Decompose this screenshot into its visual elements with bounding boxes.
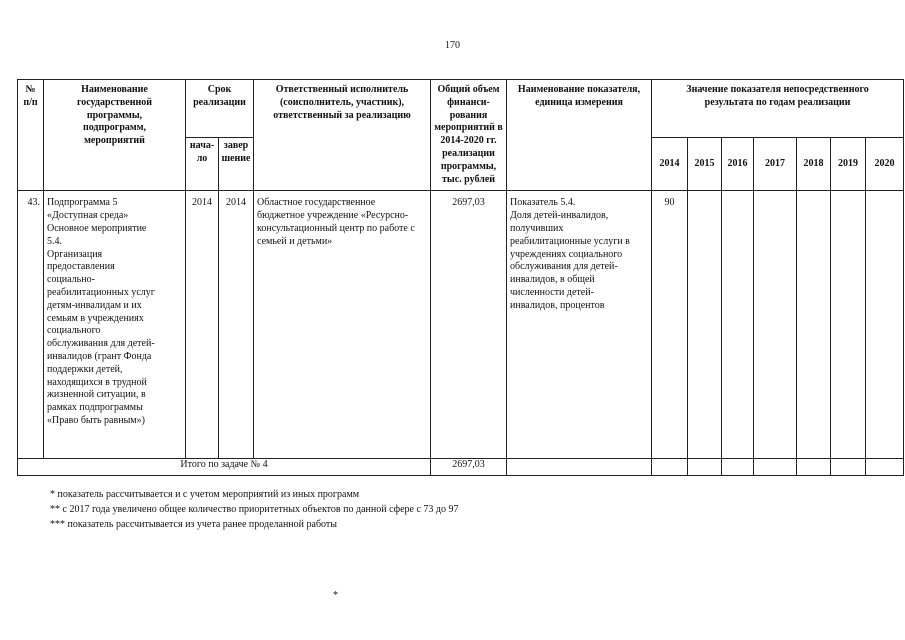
row-end: 2014 (219, 191, 254, 459)
header-num: № п/п (18, 80, 44, 191)
header-volume: Общий объем финанси- рования мероприятий в 2014-2020 гг. реализации программы, тыс. рублей (431, 80, 507, 191)
year-2019: 2019 (831, 137, 866, 191)
header-executor: Ответственный исполнитель (соисполнитель, участник), ответственный за реализацию (254, 80, 431, 191)
header-indicator: Наименование показателя, единица измерения (507, 80, 652, 191)
row-value-2015 (688, 191, 722, 459)
year-2017: 2017 (754, 137, 797, 191)
total-value-2020 (866, 459, 904, 476)
row-value-2016 (722, 191, 754, 459)
row-num: 43. (18, 191, 44, 459)
footnote-2: ** с 2017 года увеличено общее количество приоритетных объектов по данной сфере с 73 до 97 (50, 504, 459, 515)
total-value-2015 (688, 459, 722, 476)
year-2020: 2020 (866, 137, 904, 191)
total-value-2018 (797, 459, 831, 476)
header-row-1 (18, 80, 904, 138)
row-volume: 2697,03 (431, 191, 507, 459)
row-indicator: Показатель 5.4. Доля детей-инвалидов, получивших реабилитационные услуги в учреждениях социального обслуживания для детей- инвалидов, в общей численности детей- инвалидов, процентов (507, 191, 652, 459)
total-value-2016 (722, 459, 754, 476)
row-start: 2014 (186, 191, 219, 459)
year-2015: 2015 (688, 137, 722, 191)
total-row (18, 459, 904, 476)
year-2016: 2016 (722, 137, 754, 191)
row-executor: Областное государственное бюджетное учреждение «Ресурсно- консультационный центр по работе с семьей и детьми» (254, 191, 431, 459)
header-values: Значение показателя непосредственного результата по годам реализации (652, 80, 904, 138)
program-table (17, 79, 904, 476)
footnote-1: * показатель рассчитывается и с учетом мероприятий из иных программ (50, 489, 360, 500)
total-indicator (507, 459, 652, 476)
row-name: Подпрограмма 5 «Доступная среда» Основное мероприятие 5.4. Организация предоставления социально- реабилитационных услуг детям-инвалидам и их семьям в учреждениях социального обслуживания для детей- инвалидов (грант Фонда поддержки детей, находящихся в трудной жизненной ситуации, в рамках подпрограммы «Право быть равным») (44, 191, 186, 459)
page-number: 170 (445, 40, 460, 51)
total-volume: 2697,03 (431, 459, 507, 476)
total-value-2017 (754, 459, 797, 476)
row-value-2019 (831, 191, 866, 459)
footnote-3: *** показатель рассчитывается из учета ранее проделанной работы (50, 519, 337, 530)
total-label: Итого по задаче № 4 (18, 459, 431, 476)
total-value-2014 (652, 459, 688, 476)
header-term: Срок реализации (186, 80, 254, 138)
header-term-end: завер шение (219, 137, 254, 191)
row-value-2014: 90 (652, 191, 688, 459)
row-value-2020 (866, 191, 904, 459)
year-2018: 2018 (797, 137, 831, 191)
footnotes (50, 487, 459, 532)
year-2014: 2014 (652, 137, 688, 191)
row-value-2018 (797, 191, 831, 459)
table-row (18, 191, 904, 459)
header-name: Наименование государственной программы, подпрограмм, мероприятий (44, 80, 186, 191)
stray-asterisk: * (333, 590, 338, 601)
header-term-start: нача- ло (186, 137, 219, 191)
total-value-2019 (831, 459, 866, 476)
row-value-2017 (754, 191, 797, 459)
